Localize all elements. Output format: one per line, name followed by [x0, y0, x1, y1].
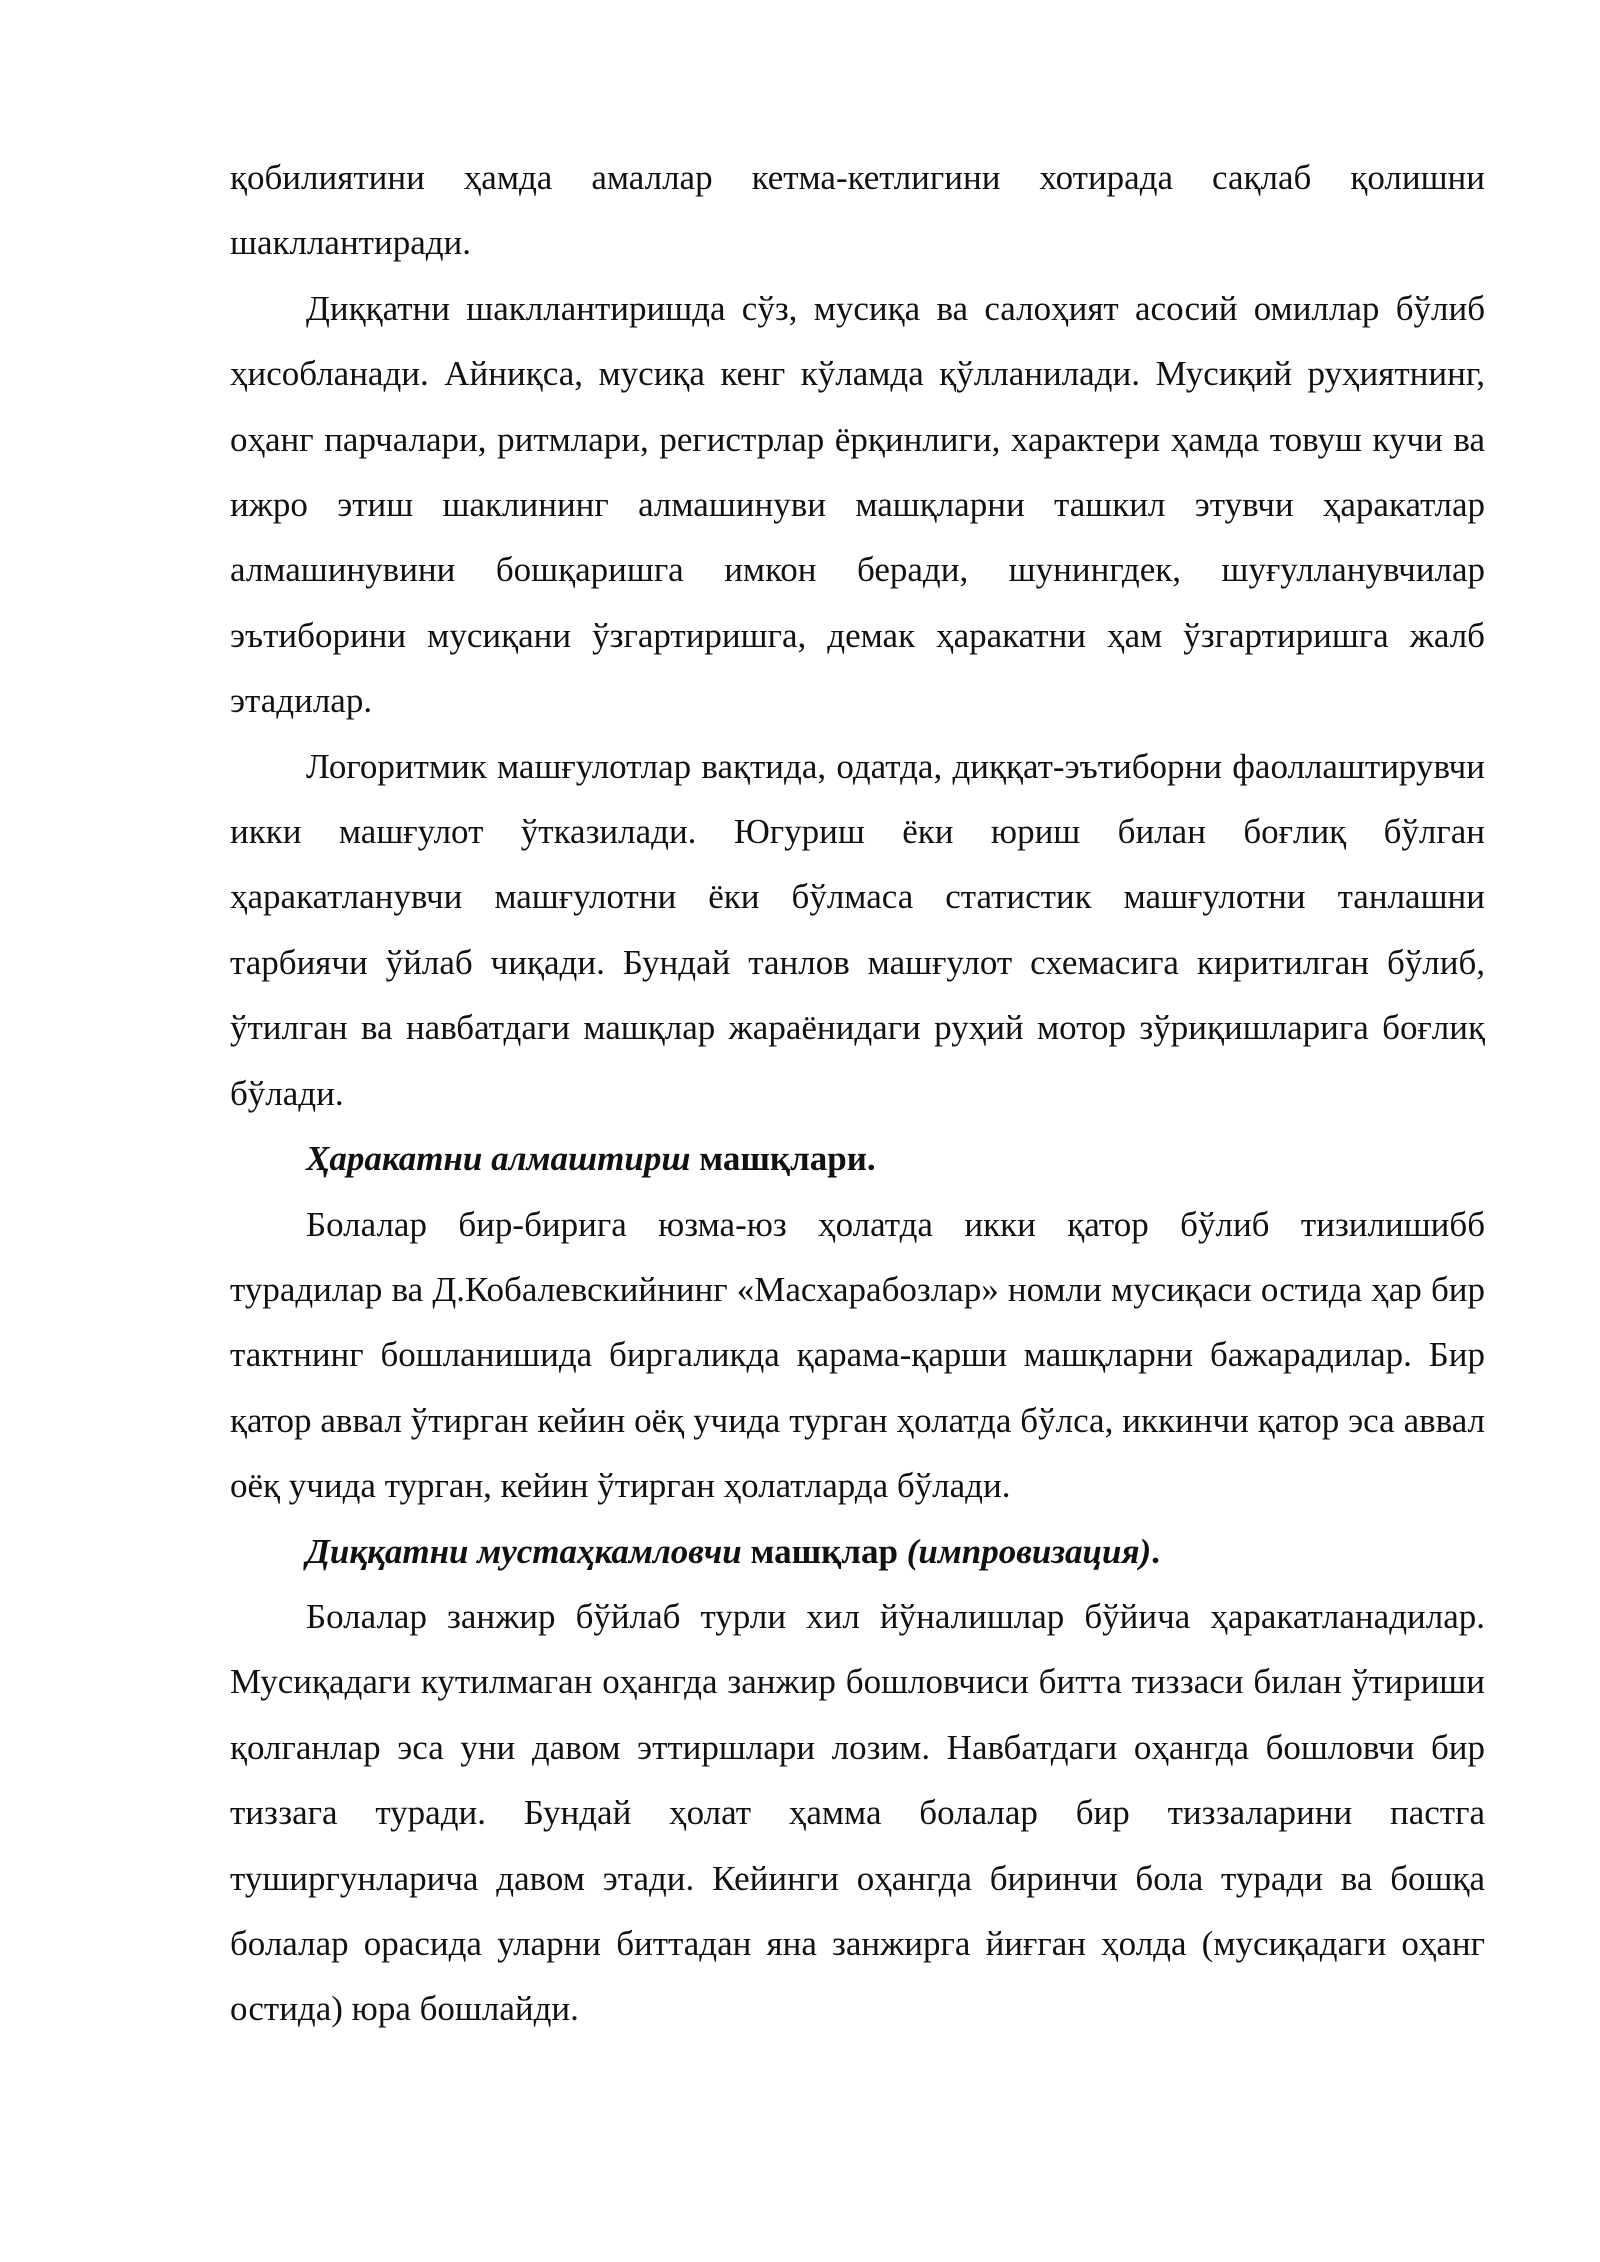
subheading-attention-strengthening-italic2: (импровизация) [906, 1531, 1152, 1571]
subheading-attention-strengthening-italic: Диққатни мустаҳкамловчи [306, 1531, 742, 1571]
subheading-attention-strengthening [230, 1519, 1485, 1584]
subheading-movement-change-italic: Ҳаракатни алмаштирш [306, 1139, 691, 1179]
subheading-movement-change [230, 1126, 1485, 1191]
paragraph-attention-factors: Диққатни шакллантиришда сўз, мусиқа ва салоҳият асосий омиллар бўлиб ҳисобланади. Айниқса, мусиқа кенг кўламда қўлланилади. Мусиқий руҳиятнинг, оҳанг парчалари, ритмлари, регистрлар ёрқинлиги, характери ҳамда товуш кучи ва ижро этиш шаклининг алмашинуви машқларни ташкил этувчи ҳаракатлар алмашинувини бошқаришга имкон беради, шунингдек, шуғулланувчилар эътиборини мусиқани ўзгартиришга, демак ҳаракатни ҳам ўзгартиришга жалб этадилар. [230, 288, 1485, 721]
paragraph-logorhythmic-sessions: Логоритмик машғулотлар вақтида, одатда, диққат-эътиборни фаоллаштирувчи икки машғулот ўтказилади. Югуриш ёки юриш билан боғлиқ бўлган ҳаракатланувчи машғулотни ёки бўлмаса статистик машғулотни танлашни тарбиячи ўйлаб чиқади. Бундай танлов машғулот схемасига киритилган бўлиб, ўтилган ва навбатдаги машқлар жараёнидаги руҳий мотор зўриқишларига боғлиқ бўлади. [230, 746, 1485, 1113]
paragraph-movement-exercise: Болалар бир-бирига юзма-юз ҳолатда икки қатор бўлиб тизилишибб турадилар ва Д.Кобалевскийнинг «Масхарабозлар» номли мусиқаси остида ҳар бир тактнинг бошланишида биргаликда қарама-қарши машқларни бажарадилар. Бир қатор аввал ўтирган кейин оёқ учида турган ҳолатда бўлса, иккинчи қатор эса аввал оёқ учида турган, кейин ўтирган ҳолатларда бўлади. [230, 1204, 1485, 1506]
paragraph-continuation: қобилиятини ҳамда амаллар кетма-кетлигини хотирада сақлаб қолишни шакллантиради. [230, 158, 1485, 263]
subheading-attention-strengthening-mid: машқлар [741, 1531, 907, 1571]
paragraph-chain-exercise: Болалар занжир бўйлаб турли хил йўналишлар бўйича ҳаракатланадилар. Мусиқадаги кутилмаган оҳангда занжир бошловчиси битта тиззаси билан ўтириши қолганлар эса уни давом эттиршлари лозим. Навбатдаги оҳангда бошловчи бир тиззага туради. Бундай ҳолат ҳамма болалар бир тиззаларини пастга туширгунларича давом этади. Кейинги оҳангда биринчи бола туради ва бошқа болалар орасида уларни биттадан яна занжирга йиғган ҳолда (мусиқадаги оҳанг остида) юра бошлайди. [230, 1596, 1485, 2029]
document-page [230, 145, 1485, 2042]
subheading-attention-strengthening-end: . [1151, 1531, 1160, 1571]
subheading-movement-change-rest: машқлари. [690, 1139, 876, 1179]
